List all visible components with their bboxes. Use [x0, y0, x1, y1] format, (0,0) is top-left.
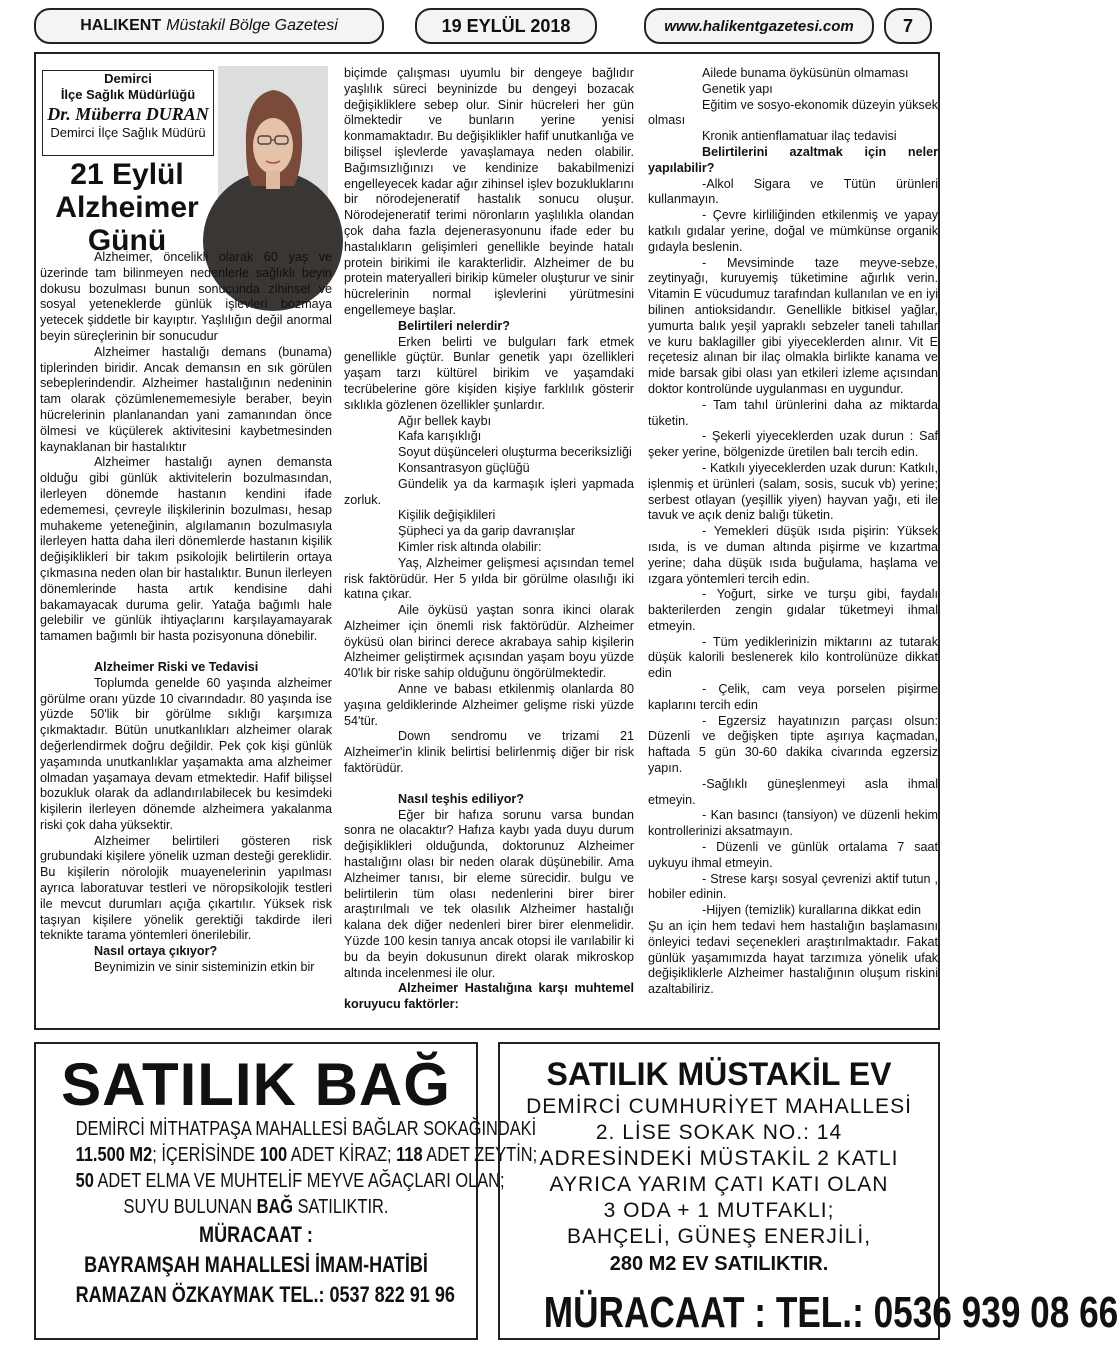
ad-satilik-ev — [498, 1042, 1118, 1340]
newspaper-name: HALIKENT — [80, 17, 162, 34]
list-item: Genetik yapı — [702, 81, 773, 96]
list-item: - Tüm yediklerinizin miktarını az tutarak düşük kalorili beslenerek kilo kontrolünüze dikkat edin — [648, 634, 938, 681]
paragraph: Toplumda genelde 60 yaşında alzheimer görülme oranı yüzde 10 civarındadır. 80 yaşında ise yüzde 50'lik bir görülme sıklığı karşımıza çıkmaktadır. Bütün unutkanlıkları alzheimer olarak değerlendirmek doğru değildir. Pek çok kişi günlük yaşamında unutkanlıklar yaşamakta ama alzheimer olmadan yaşamaya devam etmektedir. Hafif bilişsel bozukluk olarak da adlandırılabilecek bu kesimdeki kişilerin ilerleyen dönemde alzheimera yakalanma riski çok daha yüksektir. — [40, 675, 332, 832]
section-heading: Belirtilerini azaltmak için neler yapılabilir? — [648, 144, 938, 175]
ad-line: 3 ODA + 1 MUTFAKLI; — [603, 1199, 835, 1222]
article-alzheimer — [34, 52, 940, 1030]
ad-line: DEMİRCİ MİTHATPAŞA MAHALLESİ BAĞLAR SOKAĞINDAKİ — [75, 1118, 537, 1140]
paragraph: Alzheimer hastalığı demans (bunama) tiplerinden biridir. Ancak demansın en sık görülen sebeplerindendir. Alzheimer hastalığının nedeninin tam olarak çözümlenememesiyle beraber, beyin hücrelerinin planlanandan yani zamanından önce ölmesi ve küçülerek aktivitesini kaybetmesinden kaynaklanan bir hastalıktır — [40, 344, 332, 454]
paragraph: Erken belirti ve bulguları fark etmek genellikle güçtür. Bunlar genetik yapı özellikleri yaşam tarzı kültürel birikim ve yaşamdaki tecrübelerine göre kişiden kişiye farklılık gösterir sıklıkla gözlenen özellikler şunlardır. — [344, 334, 634, 412]
ad-contact-phone: RAMAZAN ÖZKAYMAK TEL.: 0537 822 91 96 — [75, 1282, 455, 1307]
paragraph: Eğer bir hafıza sorunu varsa bundan sonra ne olacaktır? Hafıza kaybı yada duyu durum değişiklikleri olduğunda, doktorunuz Alzheimer hastalığını olası bir neden olarak düşünebilir. Ama Alzheimer tanısı, bir eleme sürecidir. bulgu ve belirtilerin tüm olası nedenlerini birer birer araştırılmalı ve tek olasılık Alzheimer hastalığı kalana dek diğer nedenleri birer birer elenmelidir. Yüzde 100 kesin tanıya ancak otopsi ile varılabilir ki bu da beyin dokusunun direkt olarak mikroskop altında incelenmesi ile olur. — [344, 807, 634, 980]
paragraph: Alzheimer belirtileri gösteren risk grubundaki kişilere yönelik uzman desteği gereklidir. Bu kişilerin nörolojik muayenelerinin yapılması ayrıca laboratuvar testleri ve nöropsikolojik testleri ile mevcut durumları açığa çıkartılır. Yüksek risk taşıyan kişilere yönelik gerektiği takdirde ileri teknikte tarama yöntemleri önerilebilir. — [40, 833, 332, 943]
list-item: - Kan basıncı (tansiyon) ve düzenli hekim kontrollerinizi aksatmayın. — [648, 808, 938, 839]
ad-line: BAHÇELİ, GÜNEŞ ENERJİLİ, — [566, 1225, 872, 1248]
list-item: Şüpheci ya da garip davranışlar — [398, 524, 576, 539]
author-institution-1: Demirci — [104, 71, 152, 86]
ad-line: DEMİRCİ CUMHURİYET MAHALLESİ — [526, 1095, 912, 1118]
author-institution-2: İlçe Sağlık Müdürlüğü — [60, 87, 196, 102]
list-item: -Hijyen (temizlik) kurallarına dikkat edin — [702, 903, 922, 918]
ad-line: ADRESİNDEKİ MÜSTAKİL 2 KATLI — [539, 1147, 899, 1170]
list-item: Kronik antienflamatuar ilaç tedavisi — [702, 129, 897, 144]
paragraph: Down sendromu ve trizami 21 Alzheimer'in klinik belirtisi belirlenmiş diğer bir risk faktörüdür. — [344, 729, 634, 776]
list-item: - Şekerli yiyeceklerden uzak durun : Saf şeker yerine, bölgenizde üretilen balı tercih edin. — [648, 429, 938, 460]
author-box — [42, 70, 214, 156]
list-item: Soyut düşünceleri oluşturma beceriksizliği — [398, 445, 632, 460]
author-role: Demirci İlçe Sağlık Müdürü — [50, 125, 206, 140]
ad-title: SATILIK MÜSTAKİL EV — [546, 1056, 892, 1092]
list-item: Kişilik değişiklileri — [398, 508, 496, 523]
author-name: Dr. Müberra DURAN — [47, 104, 209, 124]
list-item: - Mevsiminde taze meyve-sebze, zeytinyağı, kuruyemiş tüketimine ağırlık verin. Vitamin E vücudumuz tarafından kullanılan ve en iyi bilinen antioksidandır. Genellikle bitkisel yağlar, yumurta balık yeşil yapraklı sebzeler taneli tahıllar ve kuru baklagiller gibi yiyeceklerden alınır. Vit E reçetesiz alınan bir ilaç olmakla birlikte kanama ve mide barsak gibi olası yan etkileri izleme açısından doktor kontrolünde uygulanması en uygundur. — [648, 255, 938, 396]
list-item: Ağır bellek kaybı — [398, 413, 492, 428]
list-item: - Egzersiz hayatınızın parçası olsun: Düzenli ve değişken tipte aşırıya kaçmadan, haftada 5 gün 30-60 dakika civarında egzersiz yapın. — [648, 713, 938, 776]
article-column-1 — [40, 250, 332, 976]
paragraph: Alzheimer, öncelikli olarak 60 yaş ve üzerinde tam bilinmeyen nedenlerle sağlıklı beyin dokusu bozulması bunun sonucunda zihinsel ve sosyal yeteneklerde günlük işlevleri bozmaya yetecek şiddetle bir kayıptır. Yaşlılığın değil anormal beyin süreçlerinin bir sonucudur — [40, 250, 332, 343]
section-heading: Alzheimer Hastalığına karşı muhtemel koruyucu faktörler: — [344, 981, 634, 1012]
ad-line: 2. LİSE SOKAK NO.: 14 — [595, 1121, 843, 1144]
list-item: Eğitim ve sosyo-ekonomik düzeyin yüksek olması — [648, 97, 938, 128]
article-headline: 21 Eylül Alzheimer Günü — [55, 158, 199, 257]
paragraph: Aile öyküsü yaştan sonra ikinci olarak Alzheimer için önemli risk faktörüdür. Alzheimer öyküsü olan birinci derece akrabaya sahip kişilerin Alzheimer geliştirmek açısından yaşam boyu yüzde 40'lık bir riske sahip olduğunu öngörülmektedir. — [344, 603, 634, 681]
paragraph: biçimde çalışması uyumlu bir dengeye bağlıdır yaşlılık süreci beyninizde bu dengeyi bozacak değişikliklere sebep olur. Sinir hücreleri her gün ölmektedir ve bunların yerine yenisi konmamaktadır. Bu değişiklikler hafif unutkanlığa ve bilişsel işlevlerde yavaşlamaya neden olabilir. Bağımsızlığınızı ve kendinize bakabilmenizi engelleyecek kadar ağır zihinsel işlev bozukluklarını bir nörodejeneratif hastalık sonucu oluşur. Nörodejeneratif terimi nöronların yaşlılıkla olandan çok daha fazla dejenerasyonunu ifade eder bu hastalıkların gelişimleri genellikle beyinde hatalı protein birikimi ile karakterlidir. Alzheimer de bu protein materyalleri birikip kümeler oluşturur ve sinir hücrelerinin normal işlevlerini yürütmesini engellemeye başlar. — [344, 66, 634, 317]
list-item: Konsantrasyon güçlüğü — [398, 460, 530, 475]
list-item: Kimler risk altında olabilir: — [398, 539, 542, 554]
section-heading: Alzheimer Riski ve Tedavisi — [94, 659, 259, 674]
list-item: - Katkılı yiyeceklerden uzak durun: Katkılı, işlenmiş et ürünleri (salam, sosis, sucuk vb) yerine; serbest otlayan (yeşillik yiyen) hayvan yağı, eti ile tavuk ve açık deniz balığı tüketin. — [648, 460, 938, 523]
ad-line: 11.500 M2; İÇERİSİNDE 100 ADET KİRAZ; 118 ADET ZEYTİN; — [75, 1144, 538, 1166]
newspaper-subtitle: Müstakil Bölge Gazetesi — [166, 17, 338, 34]
website-url: www.halikentgazetesi.com — [644, 8, 874, 44]
section-heading: Belirtileri nelerdir? — [398, 318, 510, 333]
ad-satilik-bag — [34, 1042, 538, 1340]
author-photo — [218, 66, 328, 248]
paragraph: Alzheimer hastalığı aynen demansta olduğu gibi günlük aktivitelerin bozulmasından, ilerleyen dönemde hastanın kendini ifade edememesi, çevreyle ilişkilerinin bozulması, hesap muhakeme yeteneğinin, algılamanın bozulmasıyla ilerleyen hatta daha ileri dönemlerde hastanın kişilik değişiklikleri bir takım psikolojik belirtilerin ortaya çıkmasına neden olan bir hastalıktır. Bunun ilerleyen dönemlerinde hasta artık kendisine dahi bakamayacak duruma gelir. Yatağa bağımlı hale gelebilir ve günlük ihtiyaçlarını karşılayamayarak tamamen bağımlı bir hasta pozisyonuna dönebilir. — [40, 455, 332, 644]
list-item: -Sağlıklı güneşlenmeyi asla ihmal etmeyin. — [648, 776, 938, 807]
list-item: Ailede bunama öyküsünün olmaması — [702, 66, 909, 80]
list-item: - Çevre kirliliğinden etkilenmiş ve yapay katkılı gıdalar yerine, doğal ve mümkünse organik gıdayla beslenin. — [648, 208, 938, 254]
list-item: Kafa karışıklığı — [398, 429, 482, 444]
list-item: - Yemekleri düşük ısıda pişirin: Yüksek ısıda, is ve duman altında pişirme ve kızartma yerine; daha düşük ısıda buğulama, haşlama ve ızgara yöntemleri tercih edin. — [648, 524, 938, 586]
ad-title: SATILIK BAĞ — [61, 1051, 451, 1118]
ad-contact-label: MÜRACAAT : — [199, 1222, 313, 1247]
list-item: - Tam tahıl ürünlerini daha az miktarda tüketin. — [648, 397, 938, 428]
list-item: - Strese karşı sosyal çevrenizi aktif tutun , hobiler edinin. — [648, 871, 938, 902]
ad-line: 280 M2 EV SATILIKTIR. — [609, 1253, 829, 1275]
masthead — [34, 8, 384, 44]
list-item: - Yoğurt, sirke ve turşu gibi, faydalı bakterilerden zengin gıdalar tüketmeyi ihmal etmeyin. — [648, 587, 938, 633]
list-item: -Alkol Sigara ve Tütün ürünleri kullanmayın. — [648, 176, 938, 207]
section-heading: Nasıl ortaya çıkıyor? — [94, 944, 218, 959]
article-column-3 — [648, 66, 938, 998]
article-column-2 — [344, 66, 634, 1013]
ad-line: 50 ADET ELMA VE MUHTELİF MEYVE AĞAÇLARI OLAN; — [75, 1170, 505, 1192]
paragraph: Yaş, Alzheimer gelişmesi açısından temel risk faktörüdür. Her 5 yılda bir görülme olasılığı iki katına çıkar. — [344, 555, 634, 602]
paragraph: Beynimizin ve sinir sisteminizin etkin bir — [94, 960, 315, 975]
ad-contact-phone: MÜRACAAT : TEL.: 0536 939 08 66 — [543, 1288, 1118, 1337]
page-number: 7 — [884, 8, 932, 44]
ad-line: AYRICA YARIM ÇATI KATI OLAN — [549, 1173, 889, 1196]
list-item: - Çelik, cam veya porselen pişirme kaplarını tercih edin — [648, 682, 938, 712]
paragraph: Şu an için hem tedavi hem hastalığın başlamasını önleyici tedavi seçenekleri araştırılmaktadır. Fakat günlük yaşamımızda hayat tarzımıza yönelik ufak değişikliklerle Alzheimer hastalığının oluşum riskini azaltabiliriz. — [648, 919, 938, 997]
section-heading: Nasıl teşhis ediliyor? — [398, 791, 524, 806]
issue-date: 19 EYLÜL 2018 — [415, 8, 597, 44]
ad-contact-address: BAYRAMŞAH MAHALLESİ İMAM-HATİBİ — [84, 1252, 428, 1277]
list-item: Gündelik ya da karmaşık işleri yapmada zorluk. — [344, 476, 634, 507]
ad-line: SUYU BULUNAN BAĞ SATILIKTIR. — [123, 1196, 389, 1218]
paragraph: Anne ve babası etkilenmiş olanlarda 80 yaşına geldiklerinde Alzheimer gelişme riski yüzde 54'tür. — [344, 682, 634, 728]
list-item: - Düzenli ve günlük ortalama 7 saat uykuyu ihmal etmeyin. — [648, 840, 938, 870]
